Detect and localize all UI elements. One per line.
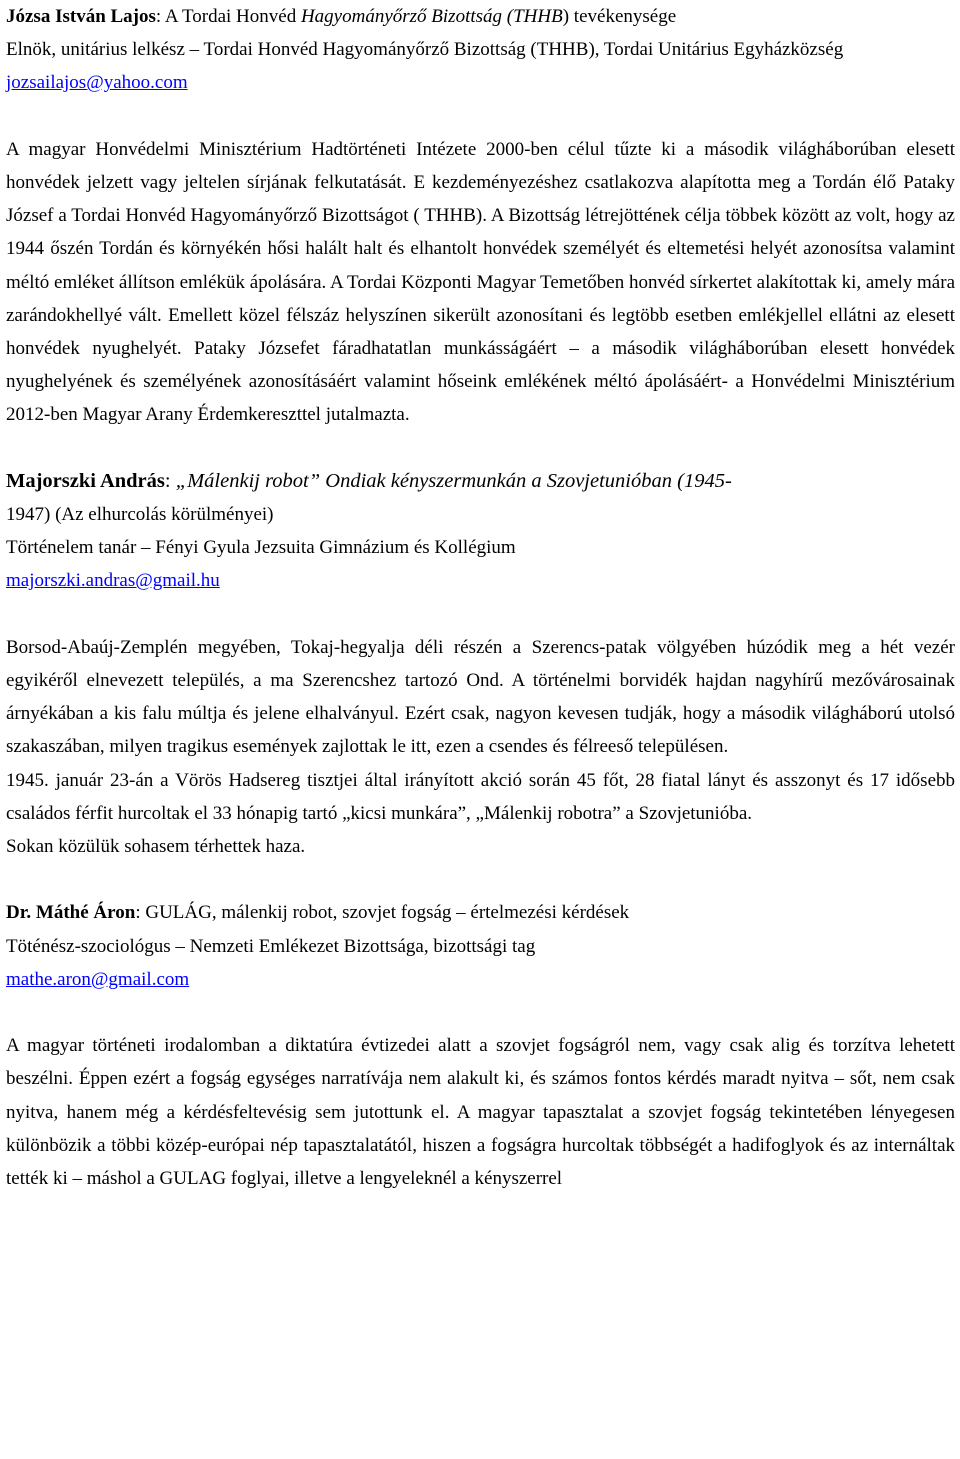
author-email-link[interactable]: jozsailajos@yahoo.com [6,72,188,94]
abstract-entry-majorszki [6,465,955,863]
author-email-link[interactable]: mathe.aron@gmail.com [6,968,190,990]
author-affiliation: Elnök, unitárius lelkész – Tordai Honvéd Hagyományőrző Bizottság (THHB), Tordai Unitárius Egyházközség [6,39,844,61]
author-affiliation: Történelem tanár – Fényi Gyula Jezsuita Gimnázium és Kollégium [6,537,516,559]
abstract-paragraph: Sokan közülük sohasem térhettek haza. [6,836,306,858]
abstract-paragraph: 1945. január 23-án a Vörös Hadsereg tisztjei által irányított akció során 45 főt, 28 fiatal lányt és asszonyt és 17 idősebb családos férfit hurcoltak el 33 hónapig tartó „kicsi munkára”, „Málenkij robotra” a Szovjetunióba. [6,769,955,824]
entry-heading: Majorszki András: „Málenkij robot” Ondiak kényszermunkán a Szovjetunióban (1945- [6,469,732,492]
talk-title-suffix: ) tevékenysége [562,6,677,27]
talk-title-continuation: 1947) (Az elhurcolás körülményei) [6,504,274,526]
author-name: Józsa István Lajos [6,6,156,27]
abstract-entry-mathe [6,896,955,1195]
entry-heading: Dr. Máthé Áron: GULÁG, málenkij robot, szovjet fogság – értelmezési kérdések [6,902,630,924]
author-email-line [6,963,955,996]
author-email-link[interactable]: majorszki.andras@gmail.hu [6,570,220,592]
author-email-line [6,66,955,99]
talk-title-italic: Hagyományőrző Bizottság (THHB [300,6,563,27]
entry-heading: Józsa István Lajos: A Tordai Honvéd Hagyományőrző Bizottság (THHB) tevékenysége [6,6,677,27]
abstract-paragraph: A magyar Honvédelmi Minisztérium Hadtörténeti Intézete 2000-ben célul tűzte ki a második világháborúban elesett honvédek jelzett vagy jeltelen sírjának felkutatását. E kezdeményezéshez csatlakozva alapította meg a Tordán élő Pataky József a Tordai Honvéd Hagyományőrző Bizottságot ( THHB). A Bizottság létrejöttének célja többek között az volt, hogy az 1944 őszén Tordán és környékén hősi halált halt és elhantolt honvédek személyét és eltemetési helyét azonosítsa valamint méltó emléket állítson emlékük ápolására. A Tordai Központi Magyar Temetőben honvéd sírkertet alakítottak ki, amely mára zarándokhellyé vált. Emellett közel félszáz helyszínen sikerült azonosítani és legtöbb esetben emlékjellel ellátni az elesett honvédek nyughelyét. Pataky Józsefet fáradhatatlan munkásságáért – a második világháborúban elesett honvédek nyughelyének és személyének azonosításáért valamint hőseink emlékének méltó ápolásáért- a Honvédelmi Minisztérium 2012-ben Magyar Arany Érdemkereszttel jutalmazta. [6,138,955,426]
author-affiliation: Töténész-szociológus – Nemzeti Emlékezet Bizottsága, bizottsági tag [6,935,536,957]
abstract-entry-jozsa [6,0,955,432]
talk-title-italic: „Málenkij robot” Ondiak kényszermunkán a Szovjetunióban (1945- [175,469,732,492]
abstract-paragraph: Borsod-Abaúj-Zemplén megyében, Tokaj-hegyalja déli részén a Szerencs-patak völgyében húzódik meg a hét vezér egyikéről elnevezett település, a ma Szerencshez tartozó Ond. A történelmi borvidék hajdan nagyhírű mezővárosainak árnyékában a kis falu múltja és jelene elhalványul. Ezért csak, nagyon kevesen tudják, hogy a második világháború utolsó szakaszában, milyen tragikus események zajlottak le itt, ezen a csendes és félreeső településen. [6,636,955,758]
talk-title: GULÁG, málenkij robot, szovjet fogság – értelmezési kérdések [145,902,630,924]
author-name: Majorszki András [6,469,165,492]
abstract-paragraph: A magyar történeti irodalomban a diktatúra évtizedei alatt a szovjet fogságról nem, vagy csak alig és torzítva lehetett beszélni. Éppen ezért a fogság egységes narratívája nem alakult ki, és számos fontos kérdés maradt nyitva – sőt, nem csak nyitva, hanem még a kérdésfeltevésig sem jutottunk el. A magyar tapasztalat a szovjet fogság tekintetében lényegesen különbözik a többi közép-európai nép tapasztalatától, hiszen a fogságra hurcoltak többségét a hadifoglyok és az internáltak tették ki – máshol a GULAG foglyai, illetve a lengyeleknél a kényszerrel [6,1035,955,1190]
author-email-line [6,564,955,597]
author-name: Dr. Máthé Áron [6,902,136,924]
talk-title-prefix: A Tordai Honvéd [164,6,301,27]
